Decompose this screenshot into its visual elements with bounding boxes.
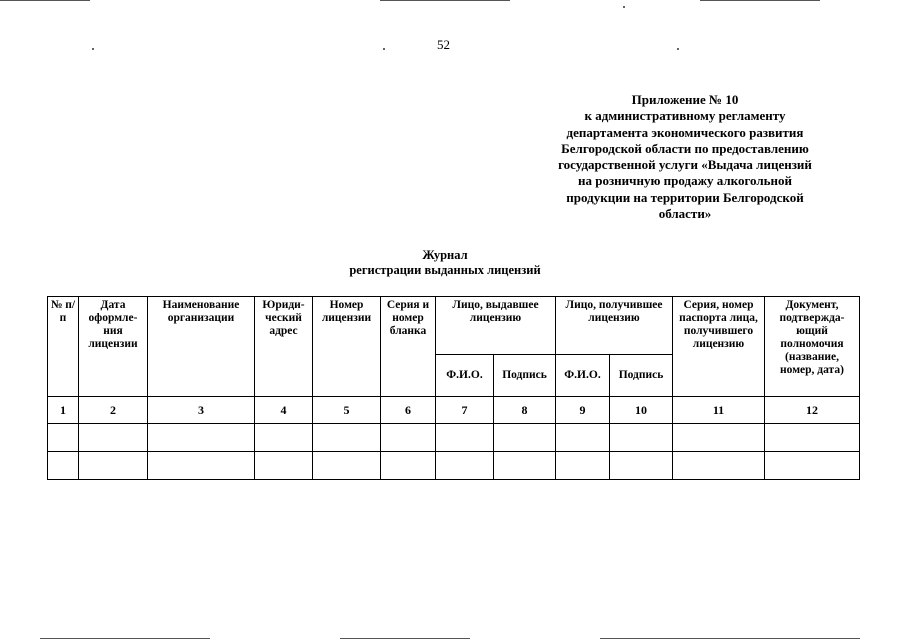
table-cell	[148, 452, 255, 480]
header-number: № п/п	[48, 297, 79, 397]
header-blank-series: Серия и номер бланка	[381, 297, 436, 397]
column-number: 2	[79, 397, 148, 424]
table-cell	[255, 424, 313, 452]
table-cell	[494, 424, 556, 452]
scan-line-top-left	[0, 0, 90, 1]
table-cell	[79, 452, 148, 480]
table-cell	[436, 452, 494, 480]
column-number: 9	[556, 397, 610, 424]
header-license-number: Номер лицензии	[313, 297, 381, 397]
table-cell	[313, 424, 381, 452]
column-number: 1	[48, 397, 79, 424]
appendix-heading	[520, 92, 850, 222]
header-row-top	[48, 297, 860, 355]
header-passport: Серия, номер паспорта лица, получившего лицензию	[673, 297, 765, 397]
table-row	[48, 452, 860, 480]
scan-dot	[677, 48, 679, 50]
header-issuer-name: Ф.И.О.	[436, 355, 494, 397]
table-cell	[494, 452, 556, 480]
table-cell	[673, 452, 765, 480]
column-number: 8	[494, 397, 556, 424]
appendix-line: Приложение № 10	[631, 92, 739, 107]
column-number: 3	[148, 397, 255, 424]
table-cell	[381, 424, 436, 452]
scan-line-bottom-right	[600, 638, 860, 639]
journal-title-line2: регистрации выданных лицензий	[349, 263, 541, 277]
table-cell	[313, 452, 381, 480]
appendix-line: департамента экономического развития	[566, 124, 804, 140]
table-cell	[673, 424, 765, 452]
column-number: 6	[381, 397, 436, 424]
table-cell	[48, 452, 79, 480]
table-cell	[610, 424, 673, 452]
license-journal-table	[47, 296, 860, 480]
column-number: 11	[673, 397, 765, 424]
appendix-line: на розничную продажу алкогольной	[577, 173, 793, 189]
table-cell	[436, 424, 494, 452]
header-recipient-signature: Подпись	[610, 355, 673, 397]
table-cell	[79, 424, 148, 452]
scan-line-top-right	[700, 0, 820, 1]
scan-dot	[92, 48, 94, 50]
table-cell	[48, 424, 79, 452]
table-cell	[610, 452, 673, 480]
header-authority-document: Документ, подтвержда-ющий полномочия (название, номер, дата)	[765, 297, 860, 397]
appendix-line: государственной услуги «Выдача лицензий	[558, 157, 812, 173]
table-cell	[255, 452, 313, 480]
header-organization: Наименование организации	[148, 297, 255, 397]
journal-title	[300, 248, 590, 278]
scan-line-top-mid	[380, 0, 510, 1]
header-issue-date: Дата оформле-ния лицензии	[79, 297, 148, 397]
appendix-line: Белгородской области по предоставлению	[561, 140, 809, 156]
table-cell	[765, 452, 860, 480]
header-issuer-signature: Подпись	[494, 355, 556, 397]
header-issuer: Лицо, выдавшее лицензию	[436, 297, 556, 355]
journal-title-line1: Журнал	[422, 248, 468, 262]
column-number-row	[48, 397, 860, 424]
page-number: 52	[437, 37, 450, 52]
header-recipient-name: Ф.И.О.	[556, 355, 610, 397]
appendix-line: к административному регламенту	[584, 108, 786, 124]
table-cell	[148, 424, 255, 452]
scan-line-bottom-mid	[340, 638, 470, 639]
table-cell	[556, 452, 610, 480]
table-cell	[381, 452, 436, 480]
appendix-line: продукции на территории Белгородской	[566, 189, 804, 205]
header-legal-address: Юриди-ческий адрес	[255, 297, 313, 397]
table-row	[48, 424, 860, 452]
table-cell	[765, 424, 860, 452]
appendix-line: области»	[658, 206, 712, 222]
column-number: 12	[765, 397, 860, 424]
column-number: 10	[610, 397, 673, 424]
table-cell	[556, 424, 610, 452]
scan-dot	[623, 6, 625, 8]
column-number: 7	[436, 397, 494, 424]
scan-dot	[383, 48, 385, 50]
column-number: 4	[255, 397, 313, 424]
header-recipient: Лицо, получившее лицензию	[556, 297, 673, 355]
column-number: 5	[313, 397, 381, 424]
scan-line-bottom-left	[40, 638, 210, 639]
